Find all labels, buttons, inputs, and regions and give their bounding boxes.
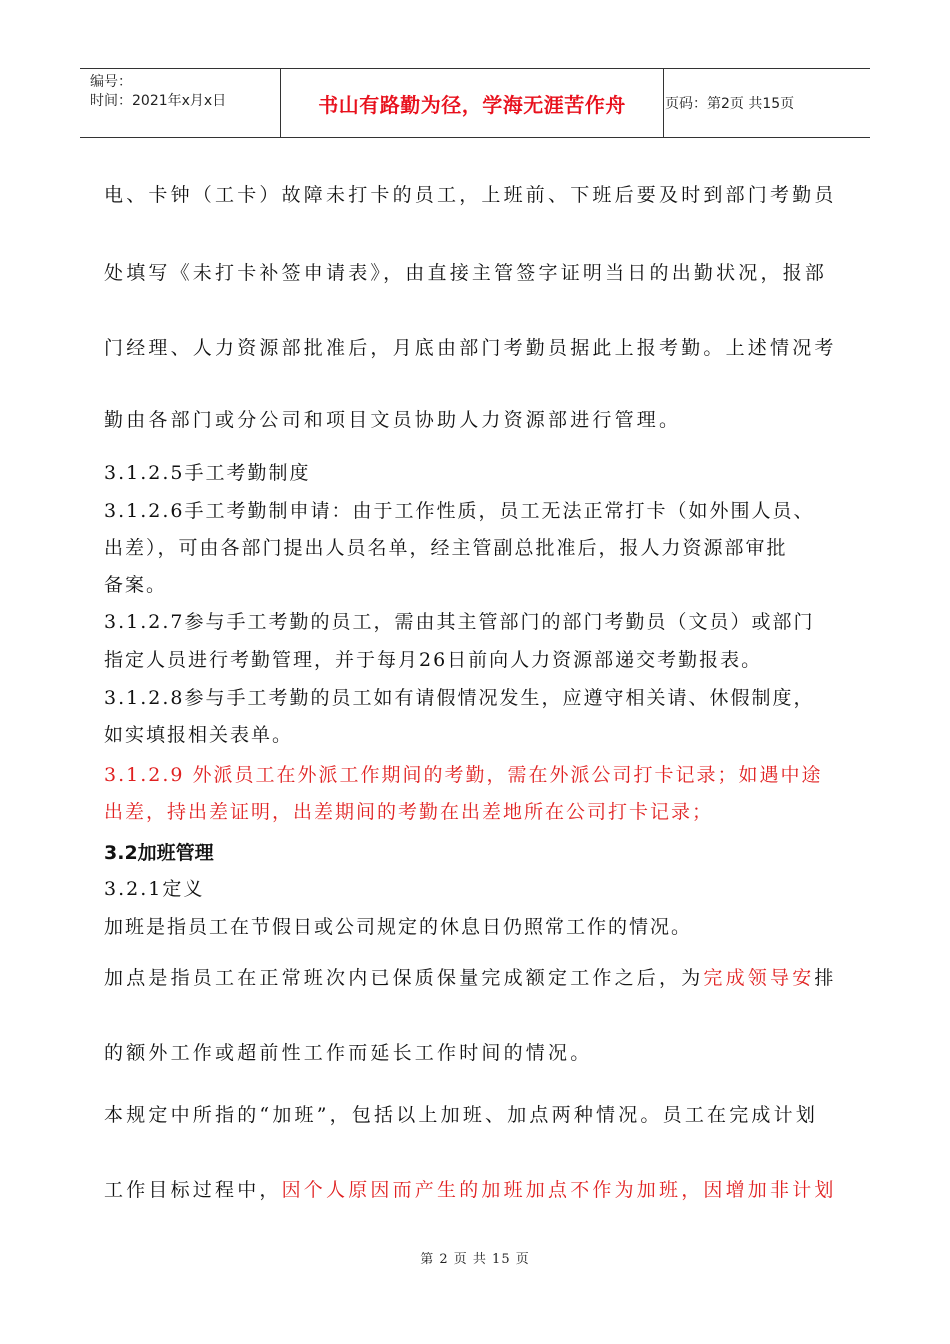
document-time: 时间：2021年x月x日 xyxy=(90,93,227,109)
page-header xyxy=(80,68,870,138)
header-meta xyxy=(90,73,226,111)
section-3129-line: 3.1.2.9 外派员工在外派工作期间的考勤，需在外派公司打卡记录；如遇中途 xyxy=(104,764,823,786)
section-3127-line: 3.1.2.7参与手工考勤的员工，需由其主管部门的部门考勤员（文员）或部门 xyxy=(104,611,815,633)
text-span: 加点是指员工在正常班次内已保质保量完成额定工作之后，为 xyxy=(104,967,704,989)
rule-line xyxy=(104,1175,837,1202)
paragraph-line: 勤由各部门或分公司和项目文员协助人力资源部进行管理。 xyxy=(104,409,682,431)
heading-3-2: 3.2加班管理 xyxy=(104,842,214,864)
page-footer: 第 2 页 共 15 页 xyxy=(420,1252,530,1267)
definition-line: 的额外工作或超前性工作而延长工作时间的情况。 xyxy=(104,1042,593,1064)
header-motto: 书山有路勤为径，学海无涯苦作舟 xyxy=(318,93,626,117)
text-span: 工作目标过程中， xyxy=(104,1179,282,1201)
highlighted-text: 因个人原因而产生的加班加点不作为加班，因增加非计划 xyxy=(281,1179,837,1201)
section-3126-line: 备案。 xyxy=(104,574,168,596)
header-page-info: 页码：第2页 共15页 xyxy=(665,96,795,112)
paragraph-line: 处填写《未打卡补签申请表》，由直接主管签字证明当日的出勤状况，报部 xyxy=(104,262,828,284)
section-3126-line: 3.1.2.6手工考勤制申请：由于工作性质，员工无法正常打卡（如外围人员、 xyxy=(104,500,815,522)
section-3128-line: 3.1.2.8参与手工考勤的员工如有请假情况发生，应遵守相关请、休假制度， xyxy=(104,687,815,709)
section-321: 3.2.1定义 xyxy=(104,878,205,900)
paragraph-line: 门经理、人力资源部批准后，月底由部门考勤员据此上报考勤。上述情况考 xyxy=(104,337,837,359)
rule-line: 本规定中所指的“加班”，包括以上加班、加点两种情况。员工在完成计划 xyxy=(104,1104,819,1126)
paragraph-line: 电、卡钟（工卡）故障未打卡的员工，上班前、下班后要及时到部门考勤员 xyxy=(104,184,837,206)
section-3125: 3.1.2.5手工考勤制度 xyxy=(104,462,311,484)
header-divider xyxy=(280,69,281,137)
header-divider xyxy=(663,69,664,137)
section-3129-line: 出差，持出差证明，出差期间的考勤在出差地所在公司打卡记录； xyxy=(104,801,714,823)
document-number-label: 编号： xyxy=(90,74,132,90)
text-span: 排 xyxy=(814,967,837,989)
definition-line: 加班是指员工在节假日或公司规定的休息日仍照常工作的情况。 xyxy=(104,916,693,938)
definition-line xyxy=(104,963,837,990)
section-3126-line: 出差），可由各部门提出人员名单，经主管副总批准后，报人力资源部审批 xyxy=(104,537,788,559)
highlighted-text: 完成领导安 xyxy=(703,967,815,989)
section-3127-line: 指定人员进行考勤管理，并于每月26日前向人力资源部递交考勤报表。 xyxy=(104,649,763,671)
section-3128-line: 如实填报相关表单。 xyxy=(104,724,294,746)
